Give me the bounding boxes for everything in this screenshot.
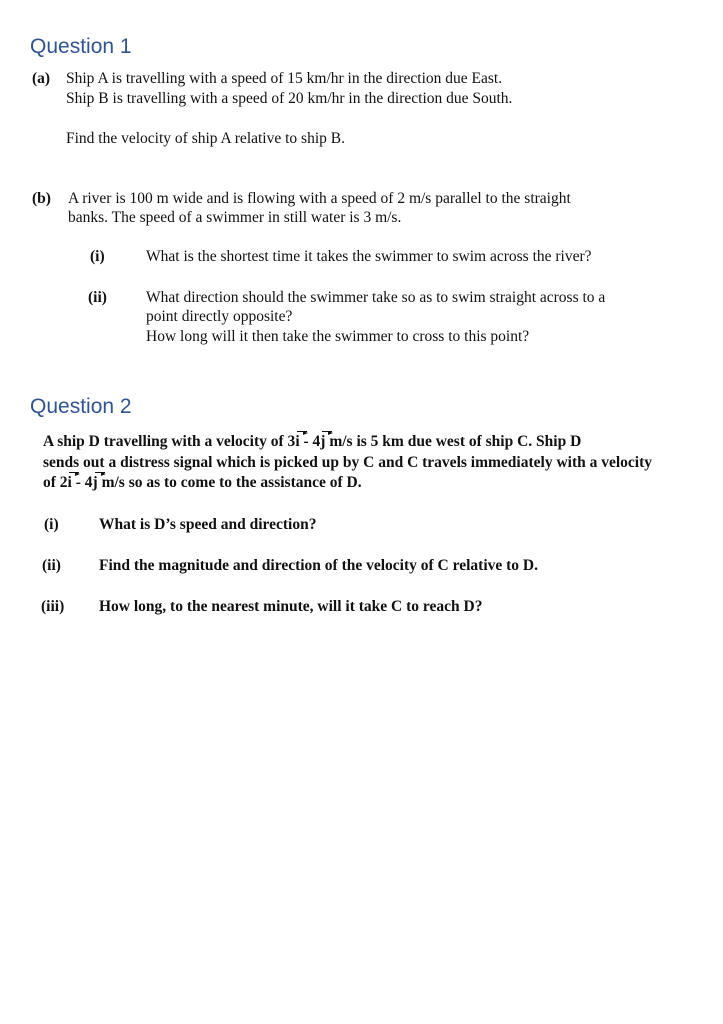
j-vector: j xyxy=(92,474,98,491)
part-b-ii-line-3: How long will it then take the swimmer to cross to this point? xyxy=(146,328,530,345)
q2-line-1-mid: - 4 xyxy=(299,433,321,450)
q2-iii-text: How long, to the nearest minute, will it take C to reach D? xyxy=(99,598,483,615)
question-2-line-3 xyxy=(43,473,362,492)
q2-i-text: What is D’s speed and direction? xyxy=(99,516,317,533)
part-a-line-2: Ship B is travelling with a speed of 20 km/hr in the direction due South. xyxy=(66,90,513,107)
question-1-heading: Question 1 xyxy=(30,35,132,58)
q2-line-1-pre: A ship D travelling with a velocity of 3 xyxy=(43,433,296,450)
question-2-line-1 xyxy=(43,432,581,451)
part-b-line-2: banks. The speed of a swimmer in still water is 3 m/s. xyxy=(68,209,402,226)
question-2-line-2: sends out a distress signal which is picked up by C and C travels immediately with a velocity xyxy=(43,454,653,471)
q2-iii-label: (iii) xyxy=(41,598,65,615)
i-vector: i xyxy=(295,433,300,450)
q2-line-3-mid: - 4 xyxy=(71,474,93,491)
part-a-line-3: Find the velocity of ship A relative to ship B. xyxy=(66,130,345,147)
part-b-label: (b) xyxy=(32,190,51,207)
q2-line-1-post: m/s is 5 km due west of ship C. Ship D xyxy=(325,433,582,450)
q2-ii-label: (ii) xyxy=(42,557,61,574)
j-vector: j xyxy=(320,433,326,450)
part-b-i-text: What is the shortest time it takes the swimmer to swim across the river? xyxy=(146,248,592,265)
part-b-ii-label: (ii) xyxy=(88,289,107,306)
question-2-heading: Question 2 xyxy=(30,395,132,418)
i-vector: i xyxy=(67,474,72,491)
part-b-ii-line-2: point directly opposite? xyxy=(146,308,293,325)
part-b-ii-line-1: What direction should the swimmer take so as to swim straight across to a xyxy=(146,289,606,306)
q2-ii-text: Find the magnitude and direction of the velocity of C relative to D. xyxy=(99,557,538,574)
q2-line-3-post: m/s so as to come to the assistance of D. xyxy=(97,474,362,491)
part-a-line-1: Ship A is travelling with a speed of 15 km/hr in the direction due East. xyxy=(66,70,503,87)
part-a-label: (a) xyxy=(32,70,51,87)
q2-i-label: (i) xyxy=(44,516,59,533)
q2-line-3-pre: of 2 xyxy=(43,474,68,491)
part-b-line-1: A river is 100 m wide and is flowing with a speed of 2 m/s parallel to the straight xyxy=(68,190,571,207)
part-b-i-label: (i) xyxy=(90,248,105,265)
